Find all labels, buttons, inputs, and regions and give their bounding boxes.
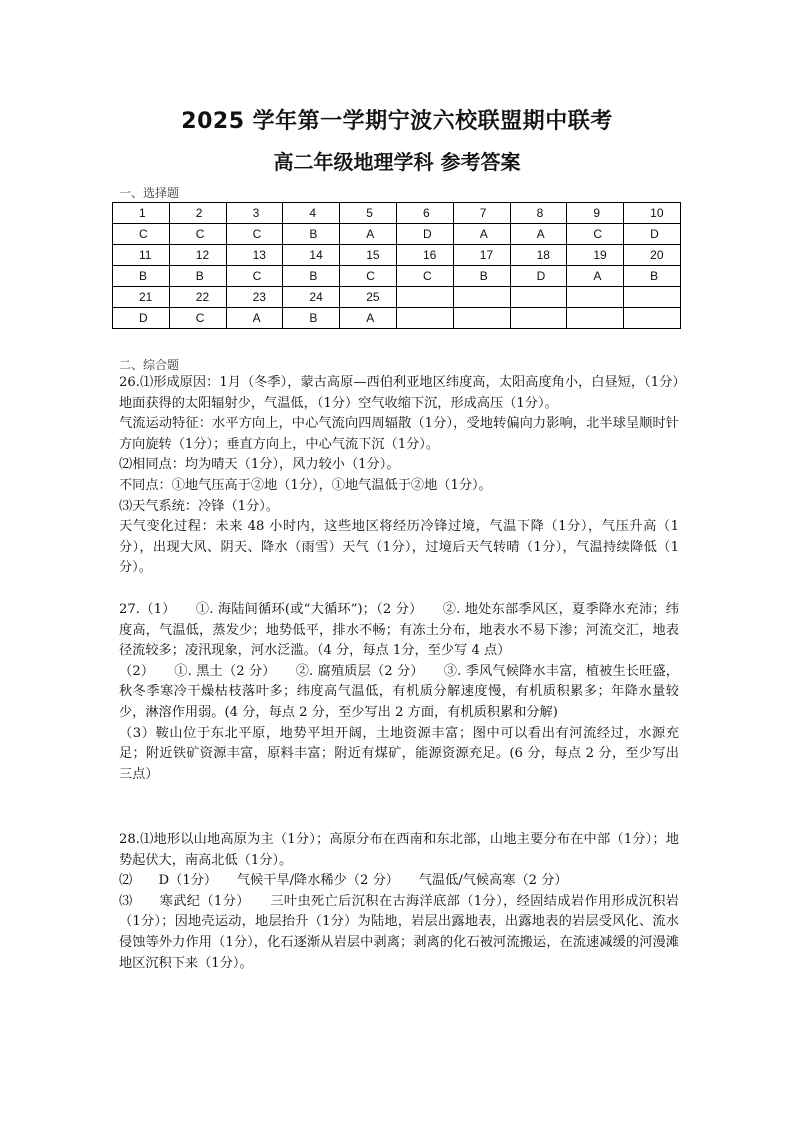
table-cell: B [624, 266, 681, 287]
answer-paragraph: 28.⑴地形以山地高原为主（1分）；高原分布在西南和东北部，山地主要分布在中部（1分）；地势起伏大，南高北低（1分）。 [119, 832, 679, 868]
answer-paragraph: ⑵ D（1分） 气候干旱/降水稀少（2 分） 气温低/气候高寒（2 分） [119, 873, 568, 889]
table-cell: 6 [396, 203, 453, 224]
table-cell: 15 [340, 245, 397, 266]
answer-paragraph: 26.⑴形成原因：1月（冬季），蒙古高原—西伯利亚地区纬度高，太阳高度角小，白昼短，（1分）地面获得的太阳辐射少，气温低，（1分）空气收缩下沉，形成高压（1分）。 [119, 375, 679, 411]
table-cell [453, 287, 510, 308]
answer-paragraph: 天气变化过程：未来 48 小时内，这些地区将经历冷锋过境，气温下降（1分），气压升高（1分），出现大风、阴天、降水（雨雪）天气（1分），过境后天气转晴（1分），气温持续降低（1分）。 [119, 519, 679, 576]
table-cell [453, 308, 510, 329]
table-cell: 23 [226, 287, 283, 308]
answer-paragraph: ⑵相同点：均为晴天（1分），风力较小（1分）。 [119, 457, 400, 473]
table-cell: A [510, 224, 567, 245]
table-cell: 25 [340, 287, 397, 308]
table-cell: 18 [510, 245, 567, 266]
table-cell: 17 [453, 245, 510, 266]
answer-block-q27 [119, 600, 679, 785]
table-cell: A [340, 308, 397, 329]
table-cell: C [340, 266, 397, 287]
table-cell [510, 287, 567, 308]
table-cell: C [396, 266, 453, 287]
page-title: 2025 学年第一学期宁波六校联盟期中联考 [181, 109, 613, 134]
table-cell: C [169, 308, 226, 329]
table-cell: 24 [283, 287, 340, 308]
answer-block-q28 [119, 830, 679, 974]
table-cell: 20 [624, 245, 681, 266]
table-cell: A [567, 266, 624, 287]
section-label-comprehensive: 二、综合题 [119, 358, 180, 372]
answer-table [112, 202, 681, 329]
table-cell: B [283, 224, 340, 245]
answer-paragraph: （3）鞍山位于东北平原，地势平坦开阔，土地资源丰富；图中可以看出有河流经过，水源充足；附近铁矿资源丰富，原料丰富；附近有煤矿，能源资源充足。(6 分，每点 2 分，至少写出三点） [119, 725, 679, 782]
table-row [113, 266, 681, 287]
answer-paragraph: 27.（1） ①. 海陆间循环(或“大循环”)；（2 分） ②. 地处东部季风区，夏季降水充沛；纬度高，气温低，蒸发少；地势低平，排水不畅；有冻土分布，地表水不易下渗；河流交汇，地表径流较多；凌汛现象，河水泛滥。（4 分，每点 1分，至少写 4 点） [119, 602, 679, 659]
answer-paragraph: （2） ①. 黑土（2 分） ②. 腐殖质层（2 分） ③. 季风气候降水丰富，植被生长旺盛，秋冬季寒冷干燥枯枝落叶多；纬度高气温低，有机质分解速度慢，有机质积累多；年降水量较少，淋溶作用弱。(4 分，每点 2 分，至少写出 2 方面，有机质积累和分解) [119, 663, 679, 720]
table-cell: 11 [113, 245, 170, 266]
answer-paragraph: ⑶ 寒武纪（1分） 三叶虫死亡后沉积在古海洋底部（1分），经固结成岩作用形成沉积岩（1分）；因地壳运动，地层抬升（1分）为陆地，岩层出露地表，出露地表的岩层受风化、流水侵蚀等外力作用（1分），化石逐渐从岩层中剥离；剥离的化石被河流搬运，在流速减缓的河漫滩地区沉积下来（1分）。 [119, 893, 679, 971]
table-cell: 19 [567, 245, 624, 266]
table-cell: C [226, 266, 283, 287]
table-cell: A [226, 308, 283, 329]
table-cell [510, 308, 567, 329]
table-cell: D [510, 266, 567, 287]
table-cell: 2 [169, 203, 226, 224]
table-cell: B [283, 266, 340, 287]
table-cell: B [453, 266, 510, 287]
table-cell: 1 [113, 203, 170, 224]
table-cell [396, 308, 453, 329]
section-label-choice: 一、选择题 [119, 186, 180, 200]
table-cell: 10 [624, 203, 681, 224]
table-cell: 14 [283, 245, 340, 266]
table-cell: 13 [226, 245, 283, 266]
table-cell: C [113, 224, 170, 245]
table-cell: B [169, 266, 226, 287]
table-cell [567, 308, 624, 329]
table-cell: A [453, 224, 510, 245]
table-cell: B [283, 308, 340, 329]
table-cell [396, 287, 453, 308]
table-cell: D [396, 224, 453, 245]
table-cell: B [113, 266, 170, 287]
answer-paragraph: ⑶天气系统：冷锋（1分）。 [119, 498, 280, 514]
table-cell: A [340, 224, 397, 245]
table-row [113, 245, 681, 266]
table-row [113, 287, 681, 308]
table-cell [624, 287, 681, 308]
page-subtitle: 高二年级地理学科 参考答案 [273, 150, 521, 174]
table-cell: C [169, 224, 226, 245]
table-cell: D [113, 308, 170, 329]
table-cell: 22 [169, 287, 226, 308]
table-cell: D [624, 224, 681, 245]
table-cell: 16 [396, 245, 453, 266]
table-cell [624, 308, 681, 329]
answer-paragraph: 气流运动特征：水平方向上，中心气流向四周辐散（1分），受地转偏向力影响，北半球呈顺时针方向旋转（1分）；垂直方向上，中心气流下沉（1分）。 [119, 416, 679, 452]
answer-paragraph: 不同点：①地气压高于②地（1分），①地气温低于②地（1分）。 [119, 477, 492, 493]
table-row [113, 203, 681, 224]
table-cell: C [567, 224, 624, 245]
answer-block-q26 [119, 373, 679, 579]
table-cell: 7 [453, 203, 510, 224]
table-cell: C [226, 224, 283, 245]
table-cell: 12 [169, 245, 226, 266]
table-cell [567, 287, 624, 308]
table-cell: 3 [226, 203, 283, 224]
table-row [113, 308, 681, 329]
table-cell: 4 [283, 203, 340, 224]
table-cell: 21 [113, 287, 170, 308]
table-cell: 9 [567, 203, 624, 224]
table-cell: 5 [340, 203, 397, 224]
table-row [113, 224, 681, 245]
table-cell: 8 [510, 203, 567, 224]
